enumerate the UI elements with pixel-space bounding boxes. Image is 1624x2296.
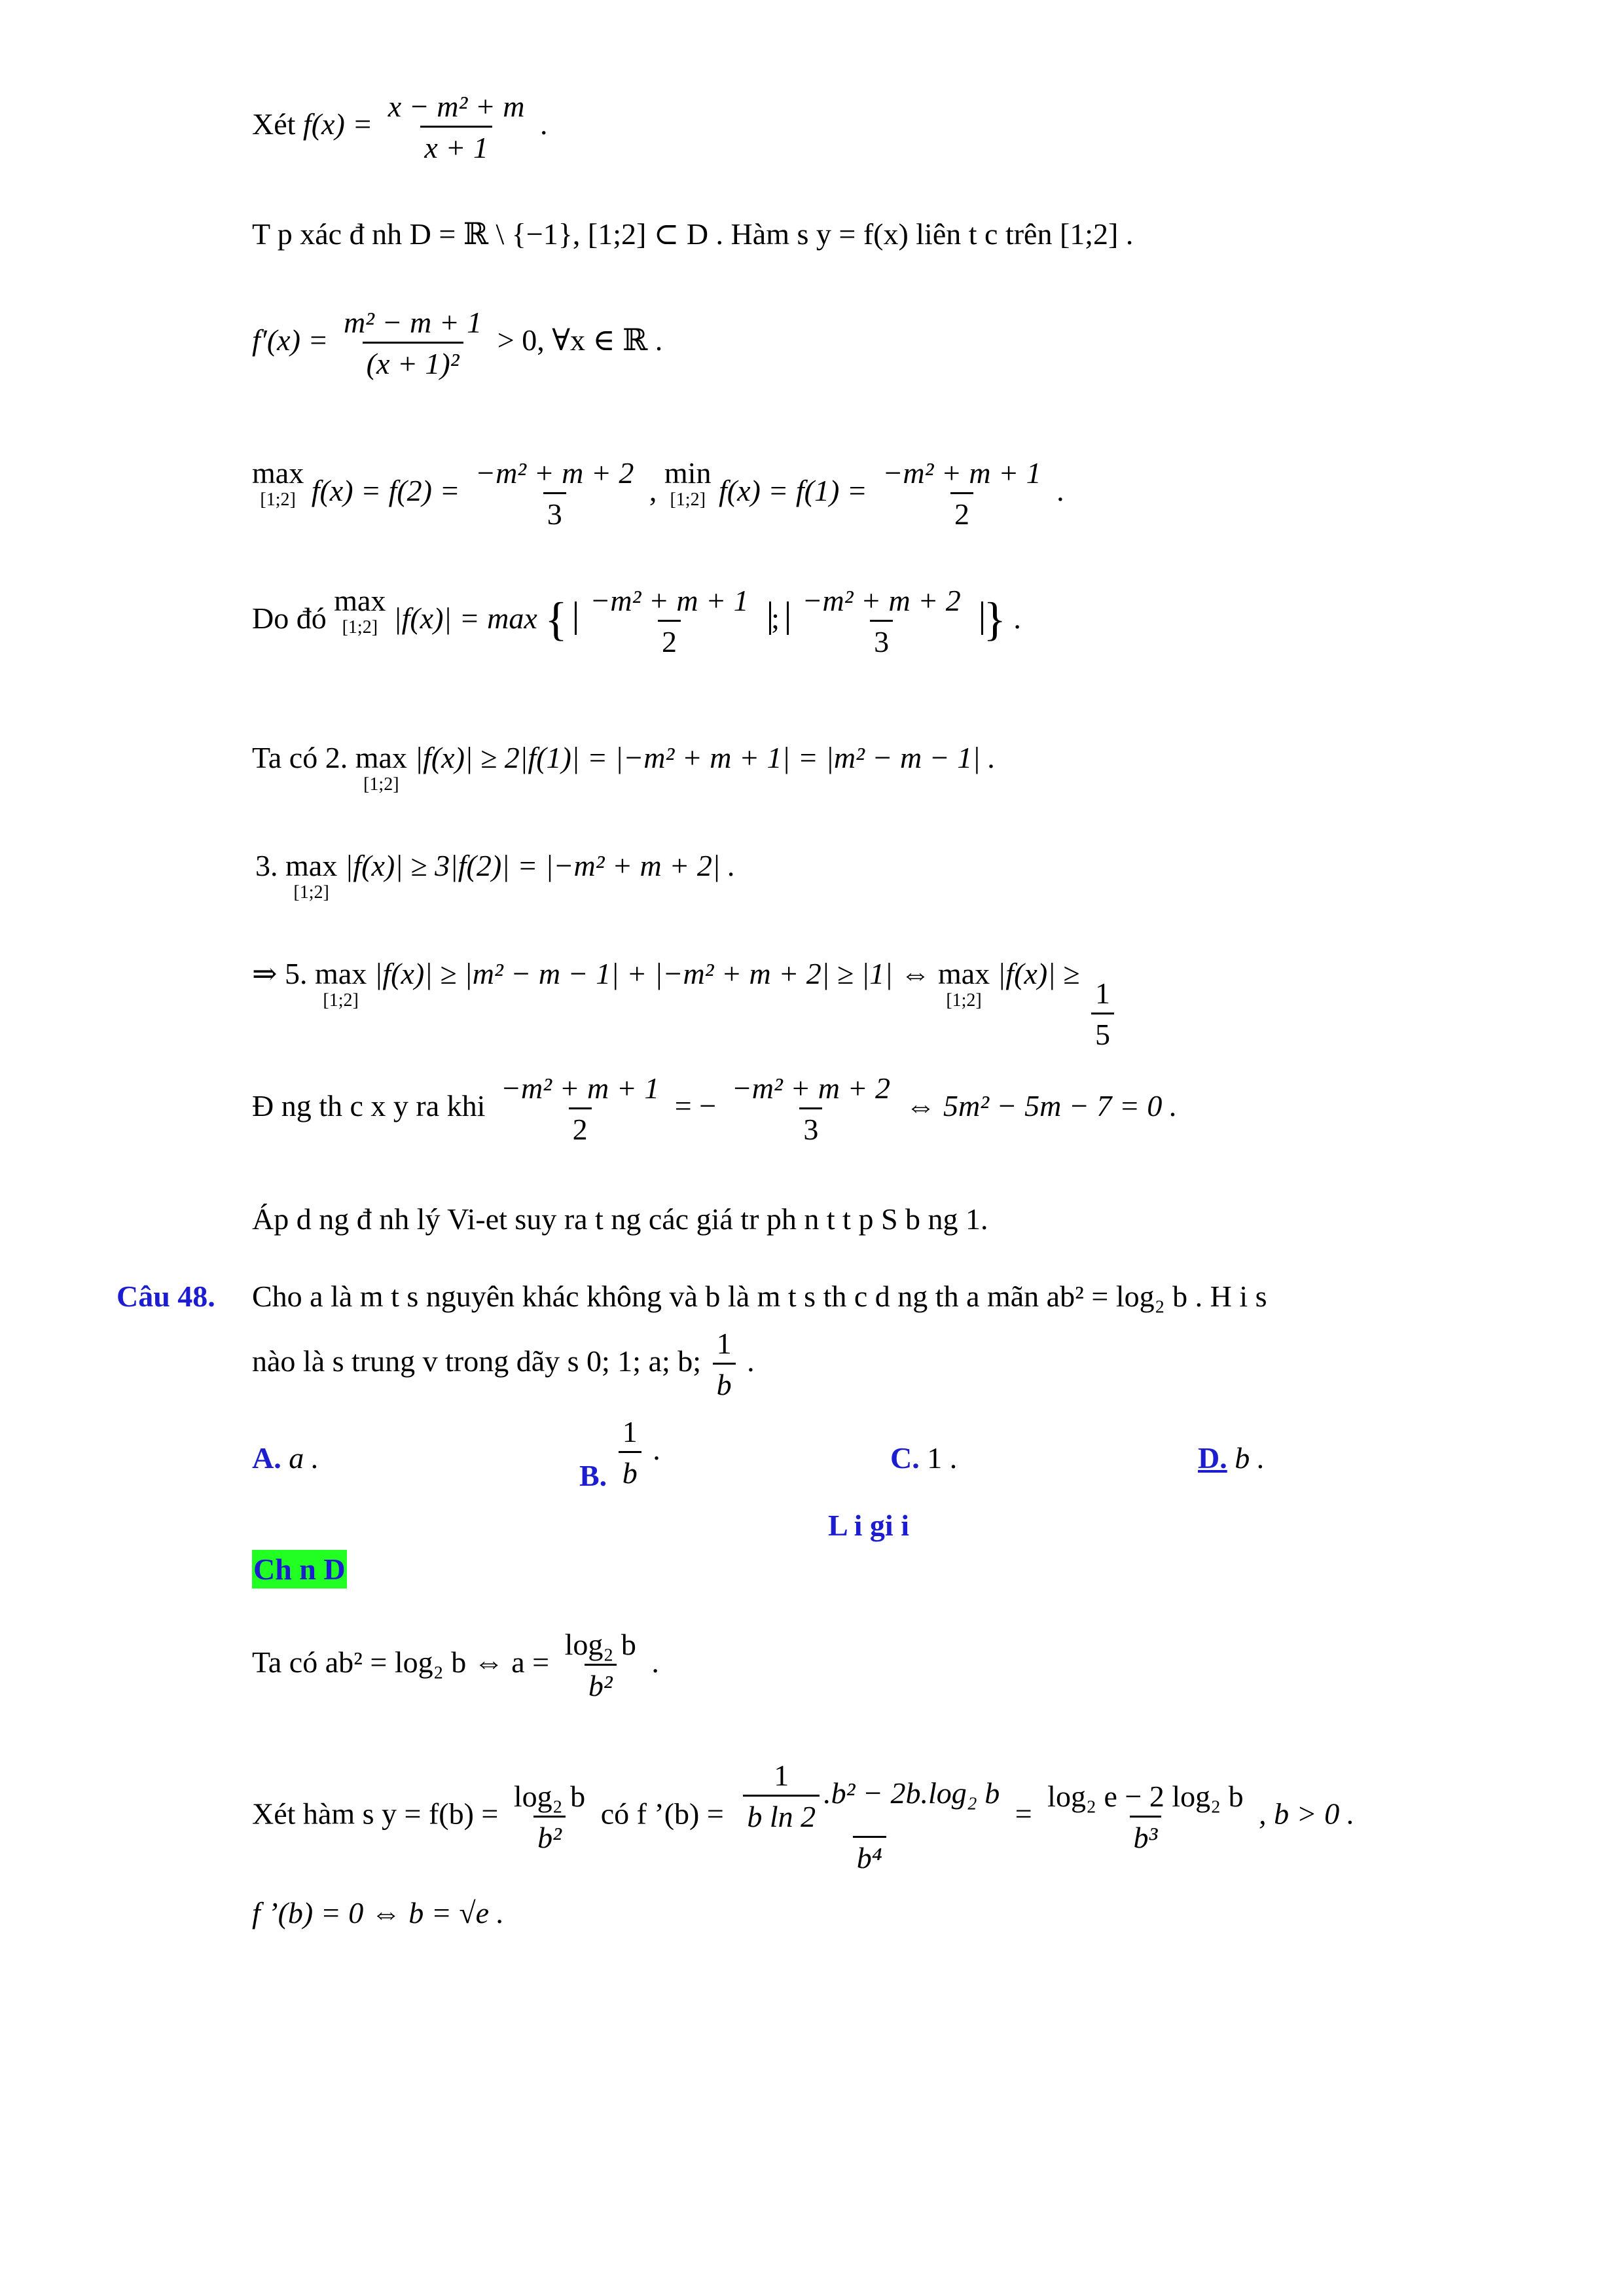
- max-operator: [285, 851, 337, 902]
- math-mid: = −: [674, 1089, 724, 1123]
- choice-text: b .: [1235, 1441, 1265, 1475]
- math-lhs: f′(x) =: [252, 323, 336, 357]
- inner-fraction: [743, 1761, 820, 1832]
- fraction-denominator: b²: [533, 1816, 566, 1853]
- separator: ,: [649, 474, 664, 508]
- choice-label: C.: [890, 1441, 920, 1475]
- question-line-1: [252, 1282, 1267, 1312]
- max-limit: [1;2]: [342, 617, 378, 637]
- text-domain: T p xác đ nh D = ℝ \ {−1}, [1;2] ⊂ D . Hàm s y = f(x) liên t c trên [1;2] .: [252, 217, 1134, 251]
- max-operator: [334, 586, 386, 637]
- math-expr: |f(x)| = max: [393, 601, 537, 636]
- fraction-denominator: b: [619, 1451, 641, 1488]
- text-lead: ⇒ 5.: [252, 957, 308, 990]
- fraction: [798, 586, 964, 657]
- math-expr: f(x) = f(1) =: [718, 474, 875, 508]
- max-label: max: [355, 741, 407, 774]
- math-rhs: > 0, ∀x ∈ ℝ .: [497, 323, 663, 357]
- math-expr: |f(x)| ≥ 3|f(2)| = |−m² + m + 2| .: [344, 849, 736, 882]
- punct: .: [651, 1645, 659, 1679]
- text-lead: 3.: [255, 849, 278, 882]
- fraction: [728, 1073, 894, 1145]
- max-label: max: [252, 456, 304, 490]
- fraction-numerator: x − m² + m: [388, 90, 525, 123]
- line-therefore-max: [252, 586, 1021, 657]
- fraction-numerator: 1: [716, 1327, 732, 1360]
- fraction-denominator: b⁴: [853, 1836, 886, 1873]
- line-3max: [255, 851, 735, 902]
- semicolon: ;: [771, 601, 780, 636]
- abs-group: [787, 584, 983, 658]
- brace-close: }: [983, 593, 1006, 646]
- max-limit: [1;2]: [293, 882, 329, 903]
- fraction-denominator: 3: [799, 1107, 822, 1145]
- fraction-numerator: log₂ b: [564, 1628, 636, 1661]
- line-2max: [252, 743, 996, 794]
- fraction: [1091, 978, 1114, 1050]
- question-text: Cho a là m t s nguyên khác không và b là m t s th c d ng th a mãn ab² = log₂ b . H i s: [252, 1280, 1267, 1313]
- question-line-2: [252, 1329, 755, 1400]
- math-mid: có f ’(b) =: [600, 1797, 732, 1831]
- text-vieta: Áp d ng đ nh lý Vi-et suy ra t ng các giá tr ph n t t p S b ng 1.: [252, 1202, 988, 1236]
- min-operator: [664, 458, 712, 509]
- math-expr: .b² − 2b.log₂ b: [823, 1776, 1000, 1810]
- fraction-denominator: b: [713, 1363, 736, 1400]
- math-tail: ⇔ 5m² − 5m − 7 = 0 .: [905, 1089, 1178, 1123]
- choice-label: B.: [579, 1459, 607, 1493]
- choice-c[interactable]: [890, 1443, 957, 1473]
- fraction-denominator: b³: [1130, 1816, 1162, 1853]
- question-label: Câu 48.: [117, 1280, 215, 1313]
- fraction-numerator: −m² + m + 1: [882, 456, 1041, 490]
- fraction-numerator: −m² + m + 1: [590, 584, 749, 617]
- fraction: [471, 458, 638, 529]
- fraction-numerator: log₂ b: [513, 1779, 586, 1813]
- math-expr: |f(x)| ≥: [997, 957, 1088, 990]
- fraction-denominator: 2: [569, 1107, 592, 1145]
- fraction-numerator: −m² + m + 2: [731, 1071, 891, 1105]
- min-label: min: [664, 456, 712, 490]
- line-5max: [252, 959, 1118, 1050]
- math-tail: , b > 0 .: [1259, 1797, 1355, 1831]
- choice-text: 1 .: [927, 1441, 958, 1475]
- fraction-numerator: −m² + m + 1: [500, 1071, 660, 1105]
- line-a-expression: [252, 1630, 659, 1701]
- solution-title: L i gi i: [828, 1509, 909, 1542]
- line-domain: [252, 219, 1133, 249]
- fraction-numerator: m² − m + 1: [343, 306, 482, 339]
- max-limit: [1;2]: [323, 990, 359, 1011]
- fraction-denominator: (x + 1)²: [363, 342, 463, 379]
- fraction-numerator: log₂ e − 2 log₂ b: [1047, 1779, 1244, 1813]
- math-expr: |f(x)| ≥ 2|f(1)| = |−m² + m + 1| = |m² − m − 1| .: [414, 741, 996, 774]
- fraction-denominator: x + 1: [420, 126, 492, 163]
- fraction: [497, 1073, 663, 1145]
- fraction: [340, 308, 486, 379]
- fraction-numerator: 1: [622, 1415, 638, 1448]
- max-label: max: [334, 584, 386, 617]
- brace-open: {: [545, 593, 568, 646]
- max-label: max: [285, 849, 338, 882]
- math-expr: Ta có ab² = log₂ b ⇔ a =: [252, 1645, 557, 1679]
- math-expr: f(x) = f(2) =: [311, 474, 468, 508]
- fraction-numerator: −m² + m + 2: [475, 456, 634, 490]
- fraction: [384, 92, 529, 163]
- line-max-min: [252, 458, 1064, 529]
- max-limit: [1;2]: [946, 990, 982, 1011]
- fraction-denominator: 3: [870, 620, 893, 657]
- answer-text: Ch n D: [252, 1550, 347, 1588]
- fraction-denominator: b²: [585, 1664, 617, 1701]
- text-lead: Do đó: [252, 601, 334, 636]
- line-define-f: [252, 92, 548, 163]
- line-critical-point: [252, 1898, 504, 1928]
- fraction: [510, 1779, 589, 1854]
- line-vieta: [252, 1204, 988, 1234]
- line-equality: [252, 1073, 1177, 1145]
- fraction-numerator: −m² + m + 2: [802, 584, 961, 617]
- choice-label: A.: [252, 1441, 281, 1475]
- fraction: [619, 1417, 641, 1488]
- punct: .: [1056, 474, 1064, 508]
- fraction: [561, 1630, 640, 1701]
- answer-badge: [252, 1554, 347, 1585]
- fraction: [586, 586, 752, 657]
- fraction-numerator: [735, 1761, 1003, 1836]
- math-expr: |f(x)| ≥ |m² − m − 1| + |−m² + m + 2| ≥ |1| ⇔: [374, 957, 938, 990]
- text-lead: Xét: [252, 107, 303, 141]
- compound-fraction: [735, 1761, 1003, 1873]
- math-expr: f(x) =: [302, 107, 380, 141]
- choice-text: a .: [289, 1441, 319, 1475]
- choice-a[interactable]: [252, 1443, 319, 1473]
- math-expr: f ’(b) = 0 ⇔ b = √e .: [252, 1896, 504, 1929]
- choice-d[interactable]: [1198, 1443, 1265, 1473]
- max-limit: [1;2]: [363, 774, 399, 795]
- fraction-numerator: 1: [774, 1759, 789, 1792]
- max-operator: [252, 458, 304, 509]
- equals: =: [1015, 1797, 1040, 1831]
- choice-label: D.: [1198, 1441, 1227, 1475]
- fraction-denominator: 2: [950, 492, 973, 529]
- math-expr: Xét hàm s y = f(b) =: [252, 1797, 506, 1831]
- fraction: [713, 1329, 736, 1400]
- choice-b[interactable]: [579, 1417, 660, 1491]
- max-operator: [938, 959, 990, 1010]
- fraction-denominator: 2: [658, 620, 681, 657]
- abs-group: [575, 584, 771, 658]
- punct: .: [1013, 601, 1021, 636]
- max-label: max: [937, 957, 990, 990]
- question-text: nào là s trung v trong dãy s 0; 1; a; b;: [252, 1344, 709, 1378]
- line-derivative: [252, 308, 662, 379]
- max-operator: [315, 959, 367, 1010]
- fraction-denominator: 5: [1091, 1013, 1114, 1050]
- punct: .: [653, 1433, 660, 1467]
- punct: .: [540, 107, 548, 141]
- text-lead: Đ ng th c x y ra khi: [252, 1089, 493, 1123]
- fraction-numerator: 1: [1095, 977, 1111, 1010]
- fraction: [878, 458, 1045, 529]
- line-fb-derivative: [252, 1761, 1354, 1873]
- max-limit: [1;2]: [260, 490, 296, 510]
- fraction-denominator: b ln 2: [743, 1795, 820, 1832]
- fraction: [1043, 1779, 1248, 1854]
- max-operator: [355, 743, 407, 794]
- fraction-denominator: 3: [543, 492, 566, 529]
- text-lead: Ta có 2.: [252, 741, 348, 774]
- min-limit: [1;2]: [670, 490, 706, 510]
- max-label: max: [315, 957, 367, 990]
- punct: .: [747, 1344, 755, 1378]
